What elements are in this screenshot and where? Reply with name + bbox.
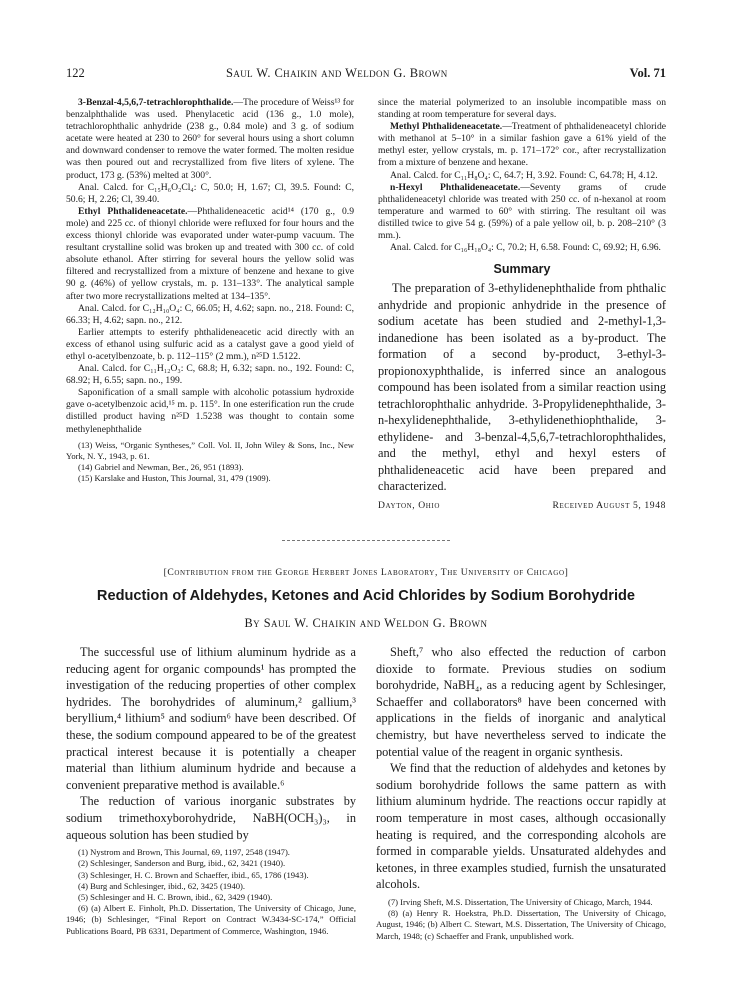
paragraph-heading: Methyl Phthalideneacetate. (390, 121, 503, 133)
upper-right-column (378, 97, 666, 514)
analysis-paragraph: Anal. Calcd. for C₁₅H₆O₂Cl₄: C, 50.0; H, 1.67; Cl, 39.5. Found: C, 50.6; H, 2.26; Cl, 39.40. (66, 181, 354, 205)
experimental-paragraph (378, 182, 666, 242)
paragraph-text: —Seventy grams of crude phthalideneacetyl chloride was treated with 250 cc. of n-hexanol at room temperature and warmed to 60° with stirring. The resultant oil was distilled twice to give 54 g. (59%) of a pale yellow oil, b. p. 208–210° (3 mm.). (378, 181, 666, 242)
received-date: Received August 5, 1948 (552, 499, 666, 511)
reference-item: (6) (a) Albert E. Finholt, Ph.D. Dissertation, The University of Chicago, June, 1946; (b) Schlesinger, “Final Report on Contract W.3434-SC-174,” Official Publications Board, PB 6331, Department of Commerce, Washington, 1946. (66, 903, 356, 936)
footnote: (13) Weiss, “Organic Syntheses,” Coll. Vol. II, John Wiley & Sons, Inc., New York, N. Y., 1943, p. 61. (66, 439, 354, 461)
experimental-paragraph (66, 97, 354, 182)
preceding-article-section (66, 97, 666, 524)
body-paragraph: The successful use of lithium aluminum hydride as a reducing agent for organic compounds¹ has prompted the investigation of the reducing properties of other complex hydrides. The borohydrides of aluminum,² gallium,³ beryllium,⁴ lithium⁵ and sodium⁶ have been described. Of these, the sodium compound appeared to be of the greatest practical interest because it is potentially a cheaper material than lithium aluminum hydride and because a convenient preparative method is available.⁶ (66, 645, 356, 792)
dateline-place: Dayton, Ohio (378, 499, 441, 511)
reference-item: (5) Schlesinger and H. C. Brown, ibid., 62, 3429 (1940). (78, 891, 273, 902)
body-left-column (66, 644, 356, 937)
paragraph-heading: Ethyl Phthalideneacetate. (78, 205, 188, 217)
experimental-paragraph (66, 206, 354, 303)
references-left (66, 847, 356, 937)
section-divider (282, 540, 450, 541)
analysis-paragraph: Anal. Calcd. for C₁₁H₁₂O₃: C, 68.8; H, 6.32; sapn. no., 192. Found: C, 68.92; H, 6.55; sapn. no., 199. (66, 363, 354, 387)
reference-item: (8) (a) Henry R. Hoekstra, Ph.D. Dissertation, The University of Chicago, August, 1946; (b) Albert C. Stewart, M.S. Dissertation, The University of Chicago, March, 1948; (c) Schaeffer and Frank, unpublished work. (376, 908, 666, 941)
body-paragraph: Sheft,⁷ who also effected the reduction of carbon dioxide to formate. Previous studies on sodium borohydride, NaBH₄, as a reducing agent by Schlesinger, Schaeffer and collaborators⁸ have been concerned with applications in the fields of inorganic and analytical chemistry, but have nevertheless served to indicate the potential value of the reagent in organic synthesis. (376, 645, 666, 759)
volume-label: Vol. 71 (629, 66, 666, 80)
footnote: (14) Gabriel and Newman, Ber., 26, 951 (1893). (78, 461, 244, 472)
analysis-paragraph: Anal. Calcd. for C₁₆H₁₈O₄: C, 70.2; H, 6.58. Found: C, 69.92; H, 6.96. (390, 242, 661, 254)
reference-item: (3) Schlesinger, H. C. Brown and Schaeffer, ibid., 65, 1786 (1943). (78, 869, 309, 880)
reference-item: (1) Nystrom and Brown, This Journal, 69, 1197, 2548 (1947). (78, 847, 290, 858)
experimental-paragraph (378, 121, 666, 169)
reference-item: (2) Schlesinger, Sanderson and Burg, ibid., 62, 3421 (1940). (78, 858, 286, 869)
experimental-paragraph: since the material polymerized to an insoluble incompatible mass on standing at room temperature for several days. (378, 97, 666, 121)
upper-left-column (66, 97, 354, 484)
body-paragraph: We find that the reduction of aldehydes and ketones by sodium borohydride follows the same pattern as with lithium aluminum hydride. The reactions occur rapidly at room temperature in most cases, although occasionally heating is required, and the corresponding alcohols are formed in comparable yields. Unsaturated aldehydes and ketones, in three examples studied, furnish the unsaturated alcohols. (376, 761, 666, 892)
paragraph-text: —Treatment of phthalideneacetyl chloride with methanol at 5–10° in a similar fashion gave a 61% yield of the methyl ester, yellow crystals, m. p. 171–172° cor., after recrystallization from a mixture of benzene and hexane. (378, 121, 666, 169)
analysis-paragraph: Anal. Calcd. for C₁₂H₁₀O₄: C, 66.05; H, 4.62; sapn. no., 218. Found: C, 66.33; H, 4.62; sapn. no., 212. (66, 302, 354, 326)
paragraph-heading: 3-Benzal-4,5,6,7-tetrachlorophthalide. (78, 97, 234, 108)
analysis-paragraph: Anal. Calcd. for C₁₁H₈O₄: C, 64.7; H, 3.92. Found: C, 64.78; H, 4.12. (390, 169, 658, 181)
running-head-authors: Saul W. Chaikin and Weldon G. Brown (226, 66, 448, 80)
body-right-column (376, 644, 666, 942)
article-body (66, 644, 666, 944)
references-right (376, 897, 666, 942)
contribution-line: [Contribution from the George Herbert Jones Laboratory, The University of Chicago] (163, 567, 569, 578)
page-number: 122 (66, 66, 85, 80)
paragraph-text: —Phthalideneacetic acid¹⁴ (170 g., 0.9 mole) and 225 cc. of thionyl chloride were refluxed for four hours and the excess thionyl chloride was evaporated under water-pump vacuum. The resultant crystalline solid was broken up and treated with 300 cc. of cold absolute ethanol. After stirring for several hours the yellow solid was filtered and recrystallized from a mixture of benzene and hexane to give 90 g. (46%) of yellow crystals, m. p. 131–133°. The analytical sample after two more recrystallizations melted at 134–135°. (66, 205, 354, 302)
reference-item: (7) Irving Sheft, M.S. Dissertation, The University of Chicago, March, 1944. (388, 896, 653, 907)
article-title: Reduction of Aldehydes, Ketones and Acid Chlorides by Sodium Borohydride (96, 588, 636, 604)
experimental-paragraph: Saponification of a small sample with alcoholic potassium hydroxide gave o-acetylbenzoic acid,¹⁵ m. p. 115°. In one esterification run the crude distilled product having n²⁵D 1.5238 was thought to contain some methylenephthalide (66, 387, 354, 435)
dateline (378, 500, 666, 514)
paragraph-heading: n-Hexyl Phthalideneacetate. (390, 181, 521, 193)
paragraph-text: —The procedure of Weiss¹³ for benzalphthalide was used. Phenylacetic acid (136 g., 1.0 mole), tetrachlorophthalic anhydride (238 g., 0.84 mole) and 3 g. of sodium acetate were heated at 230 to 260° for several hours using a short column and downward condenser to remove the water formed. The molten residue was then poured out and recrystallized from five liters of xylene. The product, 173 g. (53%) melted at 300°. (66, 97, 354, 181)
body-paragraph: The reduction of various inorganic substrates by sodium trimethoxyborohydride, NaBH(OCH₃)₃, in aqueous solution has been studied by (66, 794, 356, 842)
experimental-paragraph: Earlier attempts to esterify phthalideneacetic acid directly with an excess of ethanol using sulfuric acid as a catalyst gave a good yield of ethyl o-acetylbenzoate, b. p. 112–115° (2 mm.), n²⁵D 1.5122. (66, 326, 354, 362)
byline: By Saul W. Chaikin and Weldon G. Brown (244, 616, 488, 630)
running-head (66, 66, 666, 82)
summary-text: The preparation of 3-ethylidenephthalide from phthalic anhydride and propionic anhydride in the presence of sodium acetate has been studied and 2-methyl-1,3-indanedione has been isolated as a by-product. The formation of a second by-product, 3-ethyl-3-propionoxyphthalide, is inferred since an analogous compound has been isolated from a similar reaction using tetrachlorophthalic anhydride. 3-Propylidenephthalide, 3-n-hexylidenephthalide, 3-ethylidenethiophthalide, 3-ethylidene- and 3-benzal-4,5,6,7-tetrachlorophthalides, and the methyl, ethyl and hexyl esters of phthalideneacetic acid have been prepared and characterized. (378, 281, 666, 494)
footnote: (15) Karslake and Huston, This Journal, 31, 479 (1909). (78, 472, 271, 483)
summary-heading: Summary (493, 262, 551, 277)
reference-item: (4) Burg and Schlesinger, ibid., 62, 3425 (1940). (78, 880, 246, 891)
